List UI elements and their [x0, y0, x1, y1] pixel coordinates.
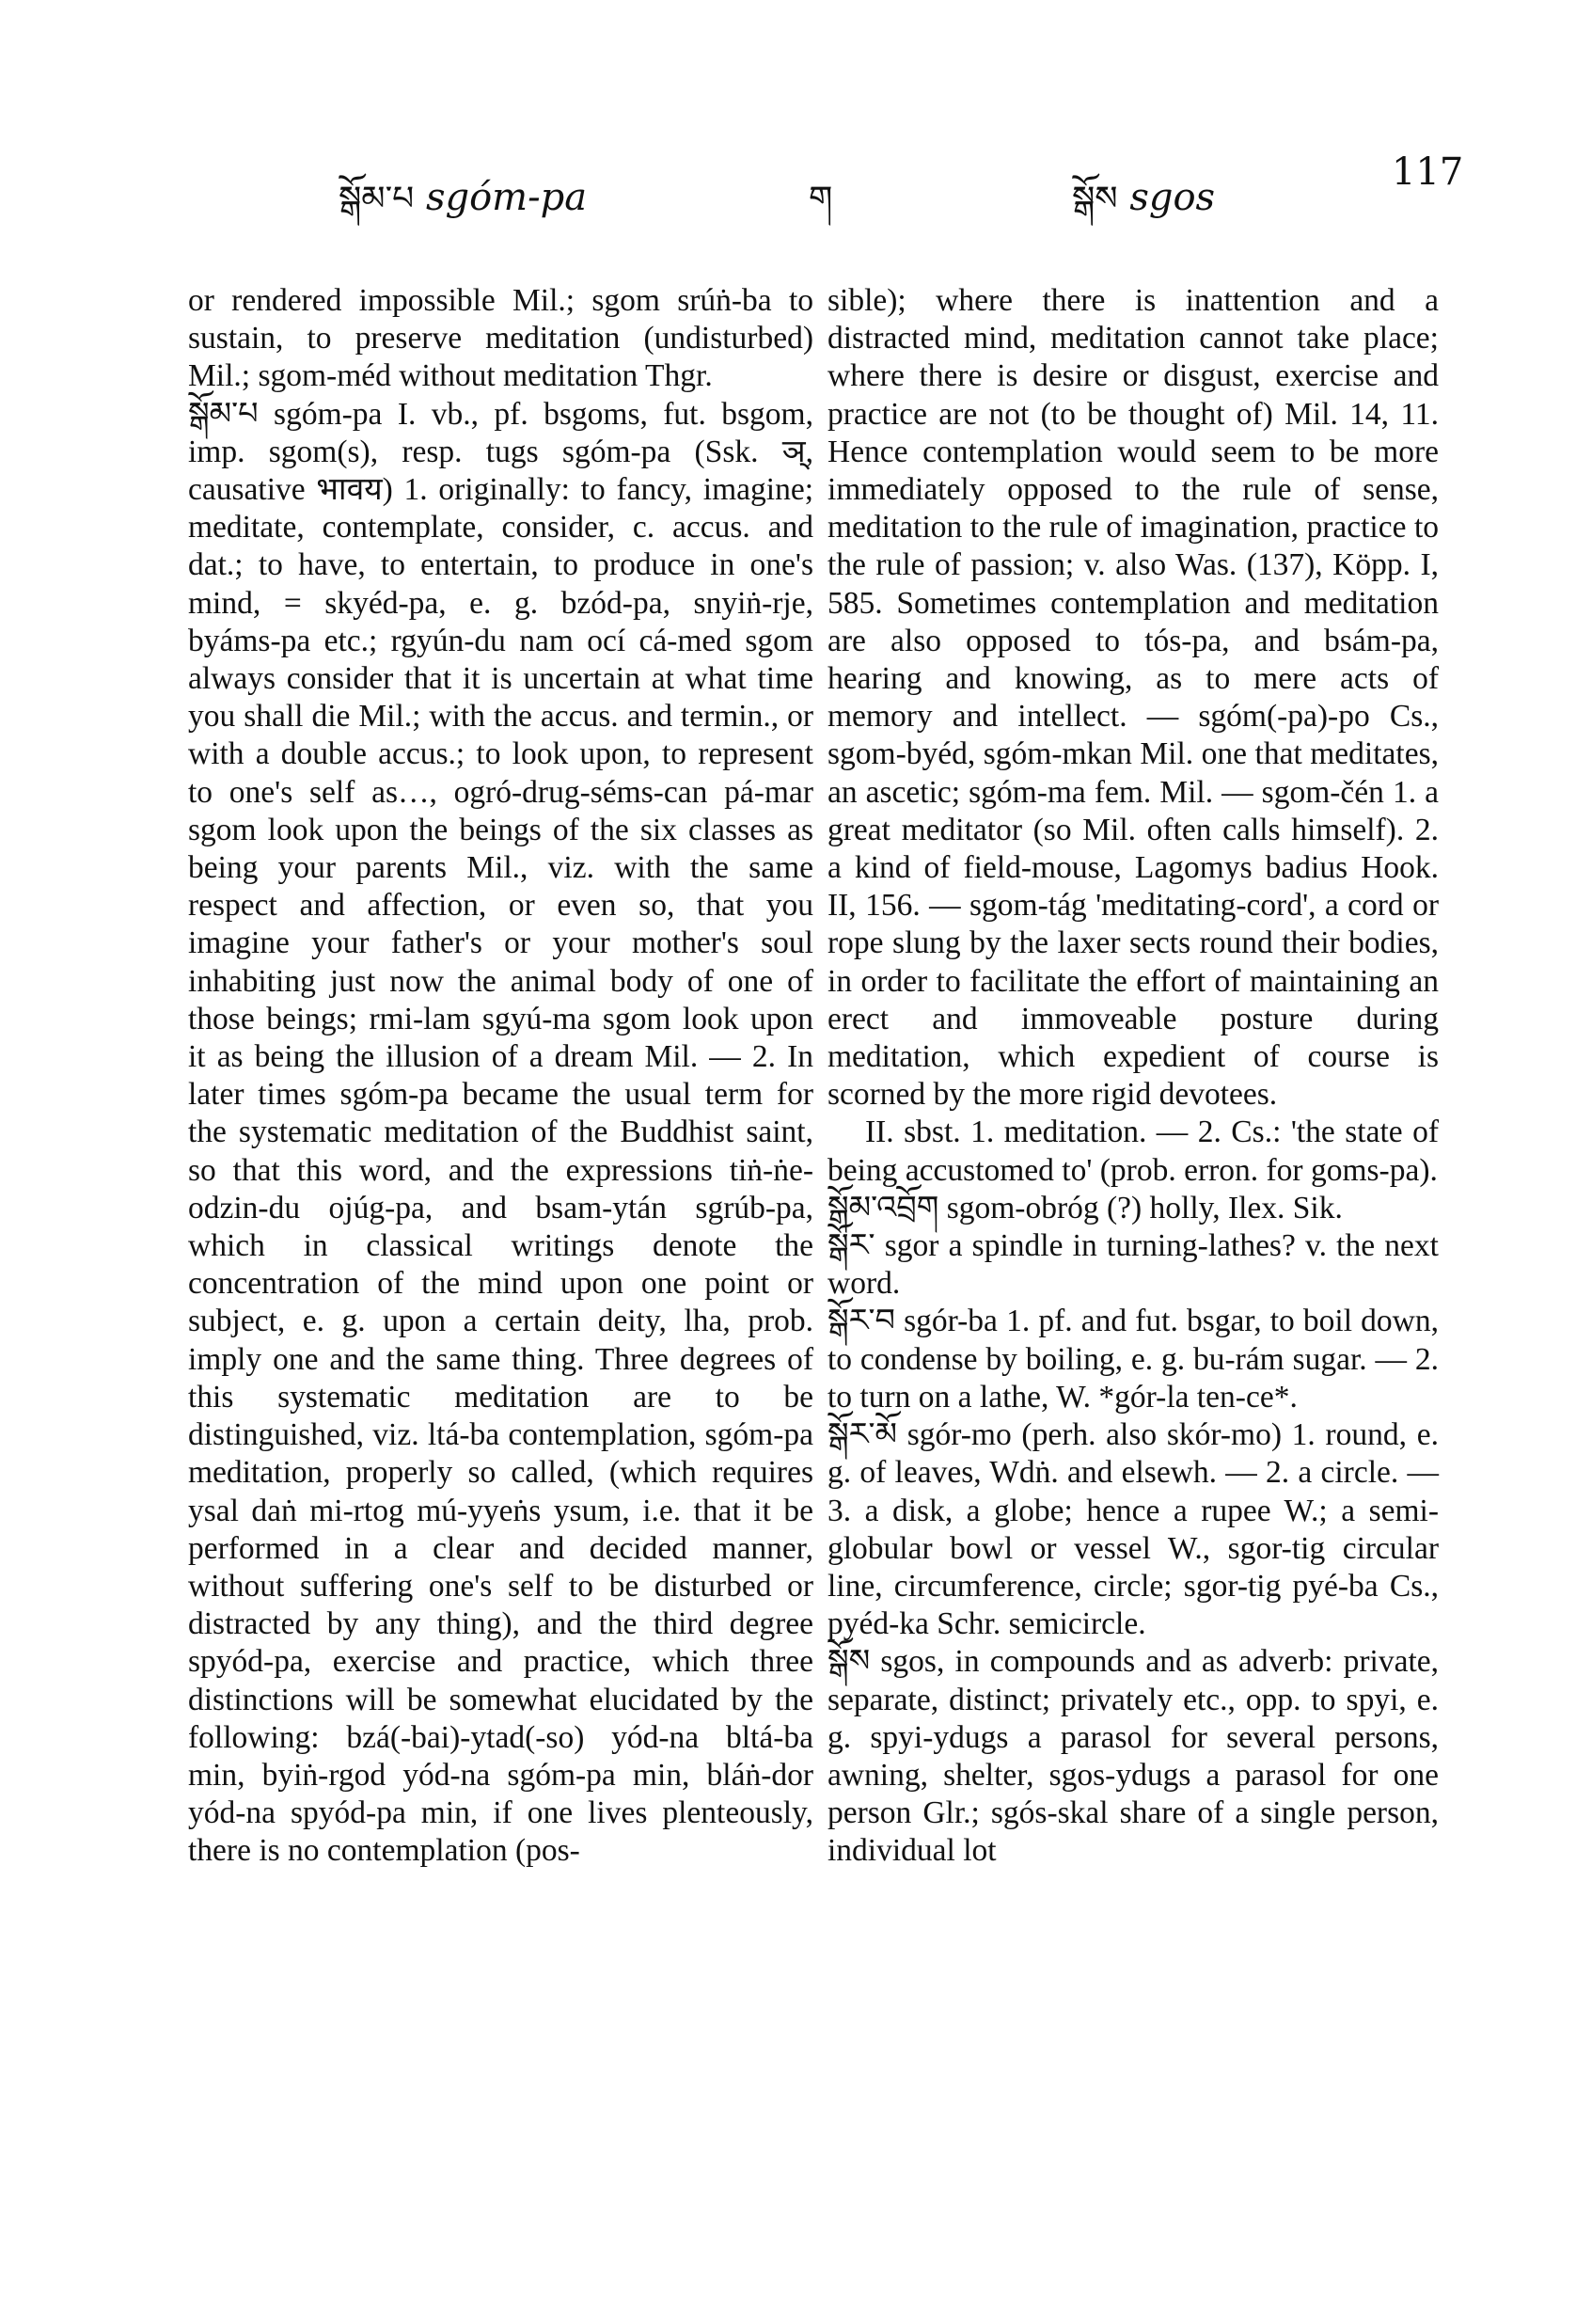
entry-paragraph: སྒོར་ sgor a spindle in turning-lathes? v. the next word.	[827, 1228, 1439, 1302]
entry-paragraph: སྒོར་མོ sgór-mo (perh. also skór-mo) 1. round, e. g. of leaves, Wdṅ. and elsewh. — 2. a circle. — 3. a disk, a globe; hence a rupee W.; a semi-globular bowl or vessel W., sgor-tig circular line, circumference, circle; sgor-tig pyé-ba Cs., pyéd-ka Schr. semicircle.	[827, 1417, 1439, 1642]
page-number: 117	[1392, 150, 1464, 194]
entry-paragraph: སྒོས sgos, in compounds and as adverb: private, separate, distinct; privately etc., opp. to spyi, e. g. spyi-ydugs a parasol for several persons, awning, shelter, sgos-ydugs a parasol for one person Glr.; sgós-skal share of a single person, individual lot	[827, 1644, 1439, 1869]
right-column	[827, 282, 1439, 1871]
running-head-right	[1072, 160, 1215, 256]
entry-paragraph: or rendered impossible Mil.; sgom srúṅ-ba to sustain, to preserve meditation (undisturbed) Mil.; sgom-méd without meditation Thgr.	[188, 283, 813, 394]
entry-paragraph: sible); where there is inattention and a distracted mind, meditation cannot take place; where there is desire or disgust, exercise and practice are not (to be thought of) Mil. 14, 11. Hence contemplation would seem to be more immediately opposed to the rule of sense, meditation to the rule of imagination, practice to the rule of passion; v. also Was. (137), Köpp. I, 585. Sometimes contemplation and meditation are also opposed to tós-pa, and bsám-pa, hearing and knowing, as to mere acts of memory and intellect. — sgóm(-pa)-po Cs., sgom-byéd, sgóm-mkan Mil. one that meditates, an ascetic; sgóm-ma fem. Mil. — sgom-čén 1. a great meditator (so Mil. often calls himself). 2. a kind of field-mouse, Lagomys badius Hook. II, 156. — sgom-tág 'meditating-cord', a cord or rope slung by the laxer sects round their bodies, in order to facilitate the effort of maintaining an erect and immoveable posture during meditation, which expedient of course is scorned by the more rigid devotees.	[827, 283, 1439, 1113]
page-header	[0, 150, 1576, 226]
running-head-left	[339, 160, 587, 256]
running-head-right-translit: sgos	[1129, 176, 1216, 219]
running-head-left-translit: sgóm-pa	[425, 176, 588, 219]
left-column	[188, 282, 813, 1871]
running-head-left-tibetan: སྒོམ་པ	[339, 180, 415, 218]
entry-paragraph: II. sbst. 1. meditation. — 2. Cs.: 'the state of being accustomed to' (prob. erron. for goms-pa).	[827, 1115, 1439, 1188]
entry-paragraph: སྒོར་བ sgór-ba 1. pf. and fut. bsgar, to boil down, to condense by boiling, e. g. bu-rám sugar. — 2. to turn on a lathe, W. *gór-la ten-ce*.	[827, 1304, 1439, 1415]
entry-paragraph: སྒོམ་འབྲོག sgom-obróg (?) holly, Ilex. Sik.	[827, 1190, 1343, 1225]
section-letter: ག	[809, 180, 833, 218]
entry-paragraph: སྒོམ་པ sgóm-pa I. vb., pf. bsgoms, fut. bsgom, imp. sgom(s), resp. tugs sgóm-pa (Ssk. ञ्, causative भावय) 1. originally: to fancy, imagine; meditate, contemplate, consider, c. accus. and dat.; to have, to entertain, to produce in one's mind, = skyéd-pa, e. g. bzód-pa, snyiṅ-rje, byáms-pa etc.; rgyún-du nam ocí cá-med sgom always consider that it is uncertain at what time you shall die Mil.; with the accus. and termin., or with a double accus.; to look upon, to represent to one's self as…, ogró-drug-séms-can pá-mar sgom look upon the beings of the six classes as being your parents Mil., viz. with the same respect and affection, or even so, that you imagine your father's or your mother's soul inhabiting just now the animal body of one of those beings; rmi-lam sgyú-ma sgom look upon it as being the illusion of a dream Mil. — 2. In later times sgóm-pa became the usual term for the systematic meditation of the Buddhist saint, so that this word, and the expressions tiṅ-ṅe-odzin-du ojúg-pa, and bsam-ytán sgrúb-pa, which in classical writings denote the concentration of the mind upon one point or subject, e. g. upon a certain deity, lha, prob. imply one and the same thing. Three degrees of this systematic meditation are to be distinguished, viz. ltá-ba contemplation, sgóm-pa meditation, properly so called, (which requires ysal daṅ mi-rtog mú-yyeṅs ysum, i.e. that it be performed in a clear and decided manner, without suffering one's self to be disturbed or distracted by any thing), and the third degree spyód-pa, exercise and practice, which three distinctions will be somewhat elucidated by the following: bzá(-bai)-ytad(-so) yód-na bltá-ba min, byiṅ-rgod yód-na sgóm-pa min, bláṅ-dor yód-na spyód-pa min, if one lives plenteously, there is no contemplation (pos-	[188, 396, 813, 1869]
running-head-right-tibetan: སྒོས	[1072, 180, 1118, 218]
